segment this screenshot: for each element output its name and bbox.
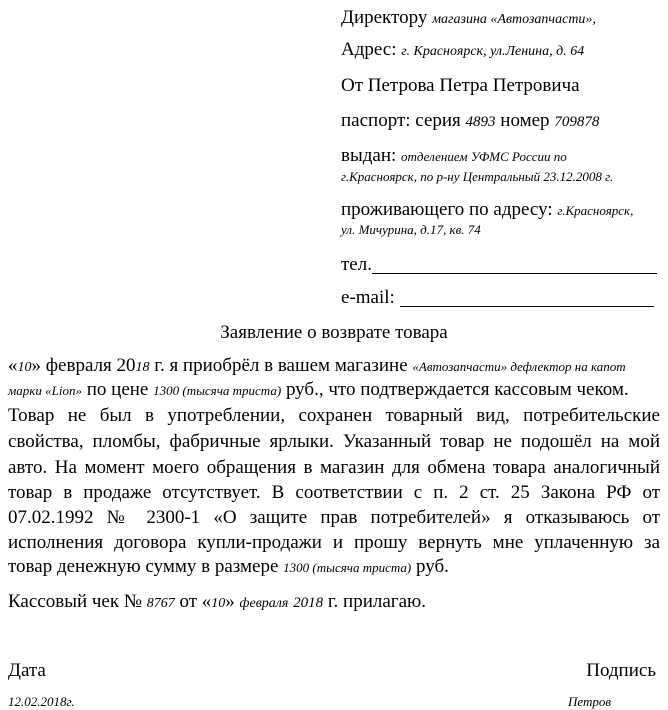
address-value: г. Красноярск, ул.Ленина, д. 64 [401,44,585,59]
store-and-item: «Автозапчасти» дефлектор на капот [412,359,626,374]
quote-open: « [8,355,18,376]
phone-line [341,255,657,274]
signature-label: Подпись [586,660,656,681]
residence-label: проживающего по адресу: [341,199,553,220]
residence-line [341,200,633,219]
body-text: февраля 20 [41,355,136,376]
residence-value-2: ул. Мичурина, д.17, кв. 74 [341,222,481,237]
from-line: От Петрова Петра Петровича [341,75,580,96]
body-line-3: Товар не был в употреблении, сохранен товарный вид, потребительские [8,405,660,426]
passport-line [341,111,599,130]
phone-label: тел. [341,254,372,275]
email-blank [400,288,654,307]
residence-value-1: г.Красноярск, [557,203,634,218]
body-line-7: 07.02.1992 № 2300-1 «О защите прав потребителей» я отказываюсь от [8,507,660,528]
document-title: Заявление о возврате товара [220,322,448,343]
passport-number-label: номер [500,110,550,131]
body-text: товар денежную сумму в размере [8,556,284,577]
price-value: 1300 (тысяча триста) [153,383,282,398]
receipt-text: Кассовый чек № [8,591,147,612]
item-brand: марки «Lion» [8,383,82,398]
body-text: руб., что подтверждается кассовым чеком. [281,379,629,400]
receipt-day: 10 [211,596,226,611]
address-line [341,40,584,59]
date-value: 12.02.2018г. [8,694,75,709]
refund-amount: 1300 (тысяча триста) [283,560,412,575]
director-line [341,8,596,27]
body-line-8: исполнения договора купли-продажи и прошу вернуть мне уплаченную за [8,532,660,553]
signature-value: Петров [568,694,612,709]
receipt-line [8,592,426,611]
address-label: Адрес: [341,39,397,60]
purchase-year: 18 [135,360,150,375]
date-label: Дата [8,660,46,681]
body-line-6: товар в продаже отсутствует. В соответствии с п. 2 ст. 25 Закона РФ от [8,482,660,503]
receipt-year: 2018 [293,595,324,611]
issued-label: выдан: [341,145,397,166]
receipt-month: февраля [239,596,289,611]
body-text: руб. [411,556,449,577]
receipt-number: 8767 [146,596,175,611]
receipt-text: » [225,591,240,612]
issued-line [341,146,567,165]
receipt-text: г. прилагаю. [323,591,426,612]
issued-value-1: отделением УФМС России по [401,149,567,164]
passport-series: 4893 [465,114,496,130]
body-line-9 [8,557,660,576]
body-line-4: свойства, пломбы, фабричные ярлыки. Указанный товар не подошёл на мой [8,431,660,452]
issued-value-2: г.Красноярск, по р-ну Центральный 23.12.2008 г. [341,169,614,184]
phone-blank [372,255,657,274]
body-line-5: авто. На момент моего обращения в магазин для обмена товара аналогичный [8,457,660,478]
body-line-1 [8,356,660,375]
director-value: магазина «Автозапчасти», [432,12,596,27]
purchase-day: 10 [17,360,32,375]
body-text: по цене [81,379,154,400]
receipt-text: от « [174,591,212,612]
director-label: Директору [341,7,428,28]
passport-number: 709878 [554,114,600,130]
body-line-2 [8,380,660,399]
quote-close: » [31,355,41,376]
body-text: г. я приобрёл в вашем магазине [149,355,413,376]
email-label: e-mail: [341,287,395,308]
email-line [341,288,654,307]
passport-label: паспорт: серия [341,110,461,131]
